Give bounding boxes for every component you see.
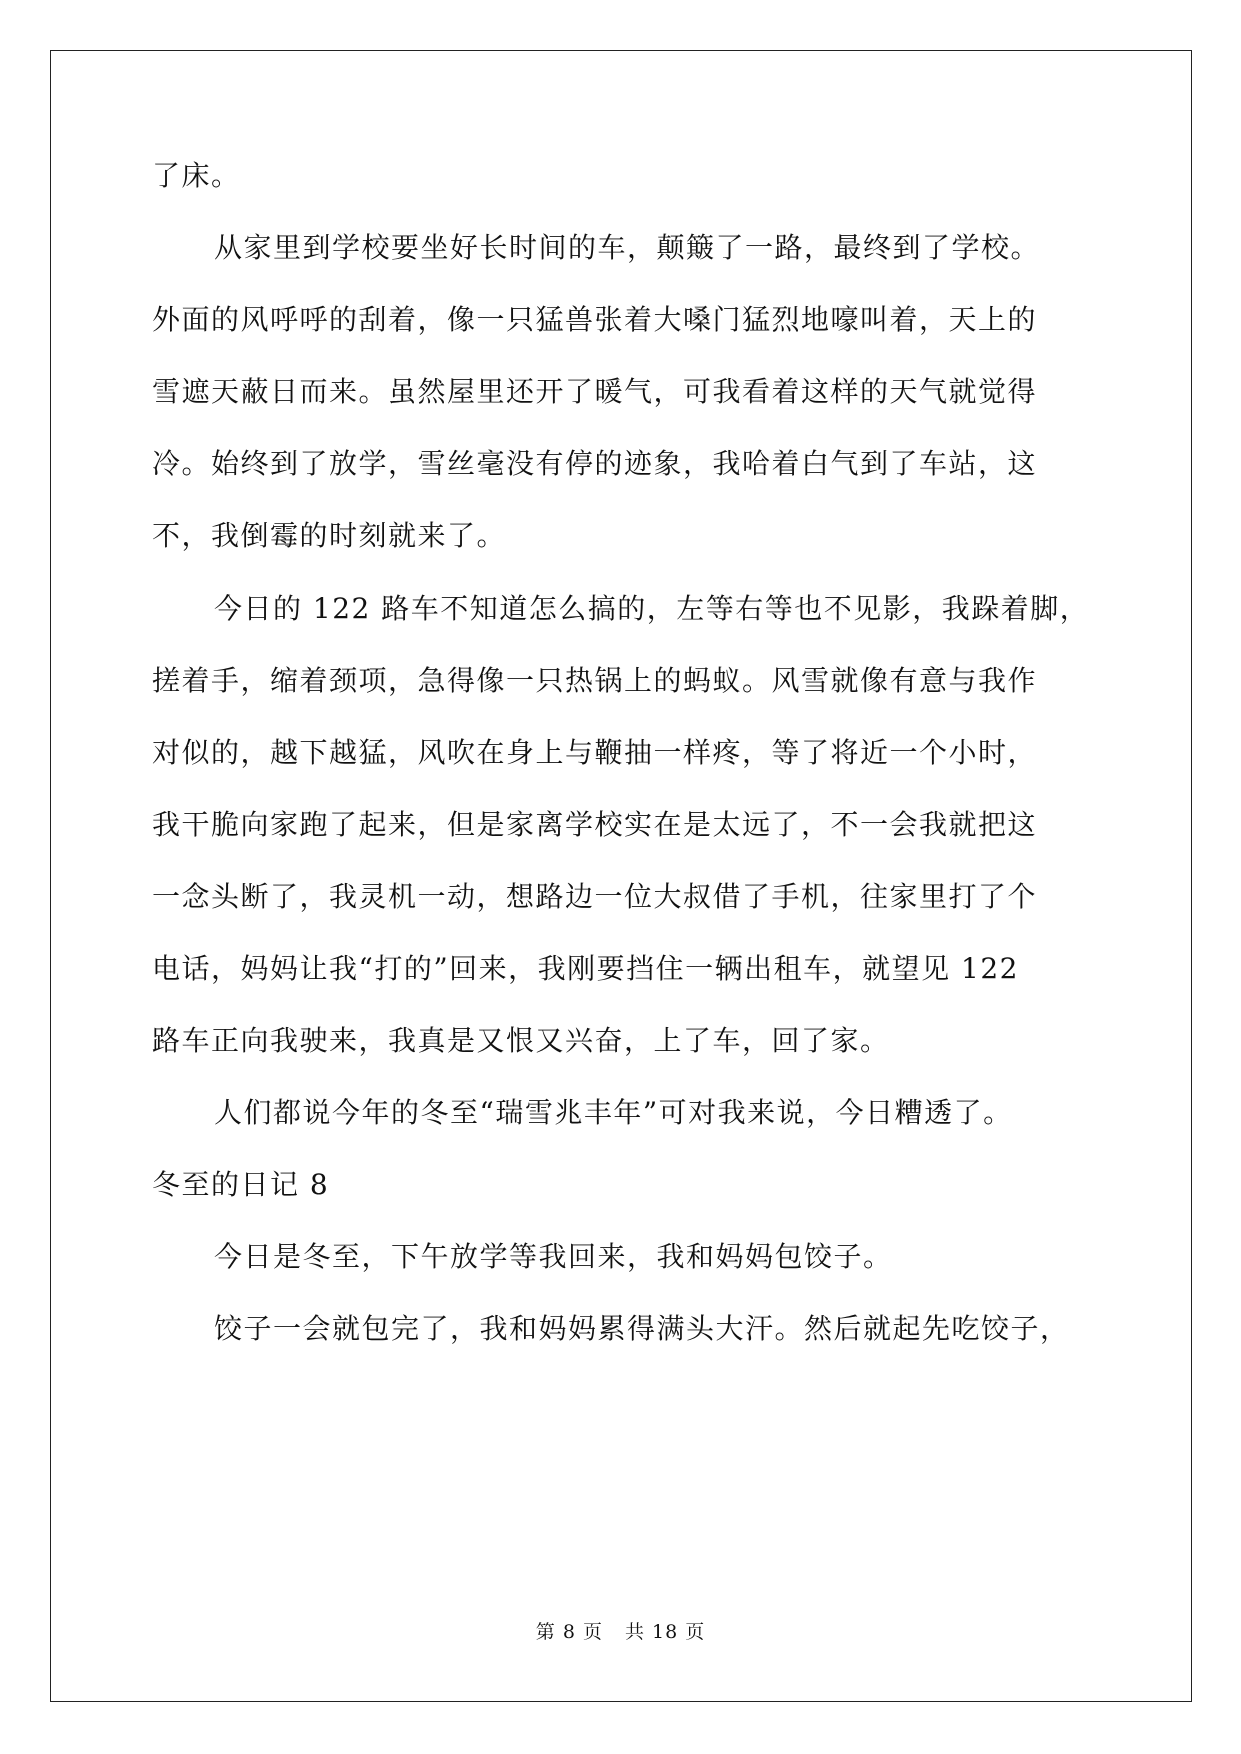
paragraph-line: 人们都说今年的冬至“瑞雪兆丰年”可对我来说，今日糟透了。: [214, 1096, 1013, 1129]
text-line: 我干脆向家跑了起来，但是家离学校实在是太远了，不一会我就把这: [152, 808, 1038, 841]
text-line: 搓着手，缩着颈项，急得像一只热锅上的蚂蚁。风雪就像有意与我作: [152, 664, 1038, 697]
text-line: 雪遮天蔽日而来。虽然屋里还开了暖气，可我看着这样的天气就觉得: [152, 375, 1038, 408]
section-heading: 冬至的日记 8: [152, 1168, 330, 1201]
page-footer: [0, 1617, 1241, 1644]
text-line: 冷。始终到了放学，雪丝毫没有停的迹象，我哈着白气到了车站，这: [152, 447, 1038, 480]
text-line: 路车正向我驶来，我真是又恨又兴奋，上了车，回了家。: [152, 1024, 890, 1057]
text-line: 一念头断了，我灵机一动，想路边一位大叔借了手机，往家里打了个: [152, 880, 1038, 913]
text-line: 电话，妈妈让我“打的”回来，我刚要挡住一辆出租车，就望见 122: [152, 952, 1019, 985]
paragraph-line: 今日是冬至，下午放学等我回来，我和妈妈包饺子。: [214, 1240, 893, 1273]
paragraph-line: 今日的 122 路车不知道怎么搞的，左等右等也不见影，我跺着脚，: [214, 592, 1090, 625]
page-number-total: 共 18 页: [624, 1621, 706, 1643]
text-line: 外面的风呼呼的刮着，像一只猛兽张着大嗓门猛烈地嚎叫着，天上的: [152, 303, 1038, 336]
text-line: 不，我倒霉的时刻就来了。: [152, 519, 507, 552]
page-border: [50, 50, 1192, 1702]
paragraph-line: 从家里到学校要坐好长时间的车，颠簸了一路，最终到了学校。: [214, 231, 1041, 264]
text-line: 对似的，越下越猛，风吹在身上与鞭抽一样疼，等了将近一个小时，: [152, 736, 1038, 769]
paragraph-line: 饺子一会就包完了，我和妈妈累得满头大汗。然后就起先吃饺子，: [214, 1312, 1070, 1345]
page-number-current: 第 8 页: [535, 1621, 603, 1643]
text-line: 了床。: [152, 159, 241, 192]
